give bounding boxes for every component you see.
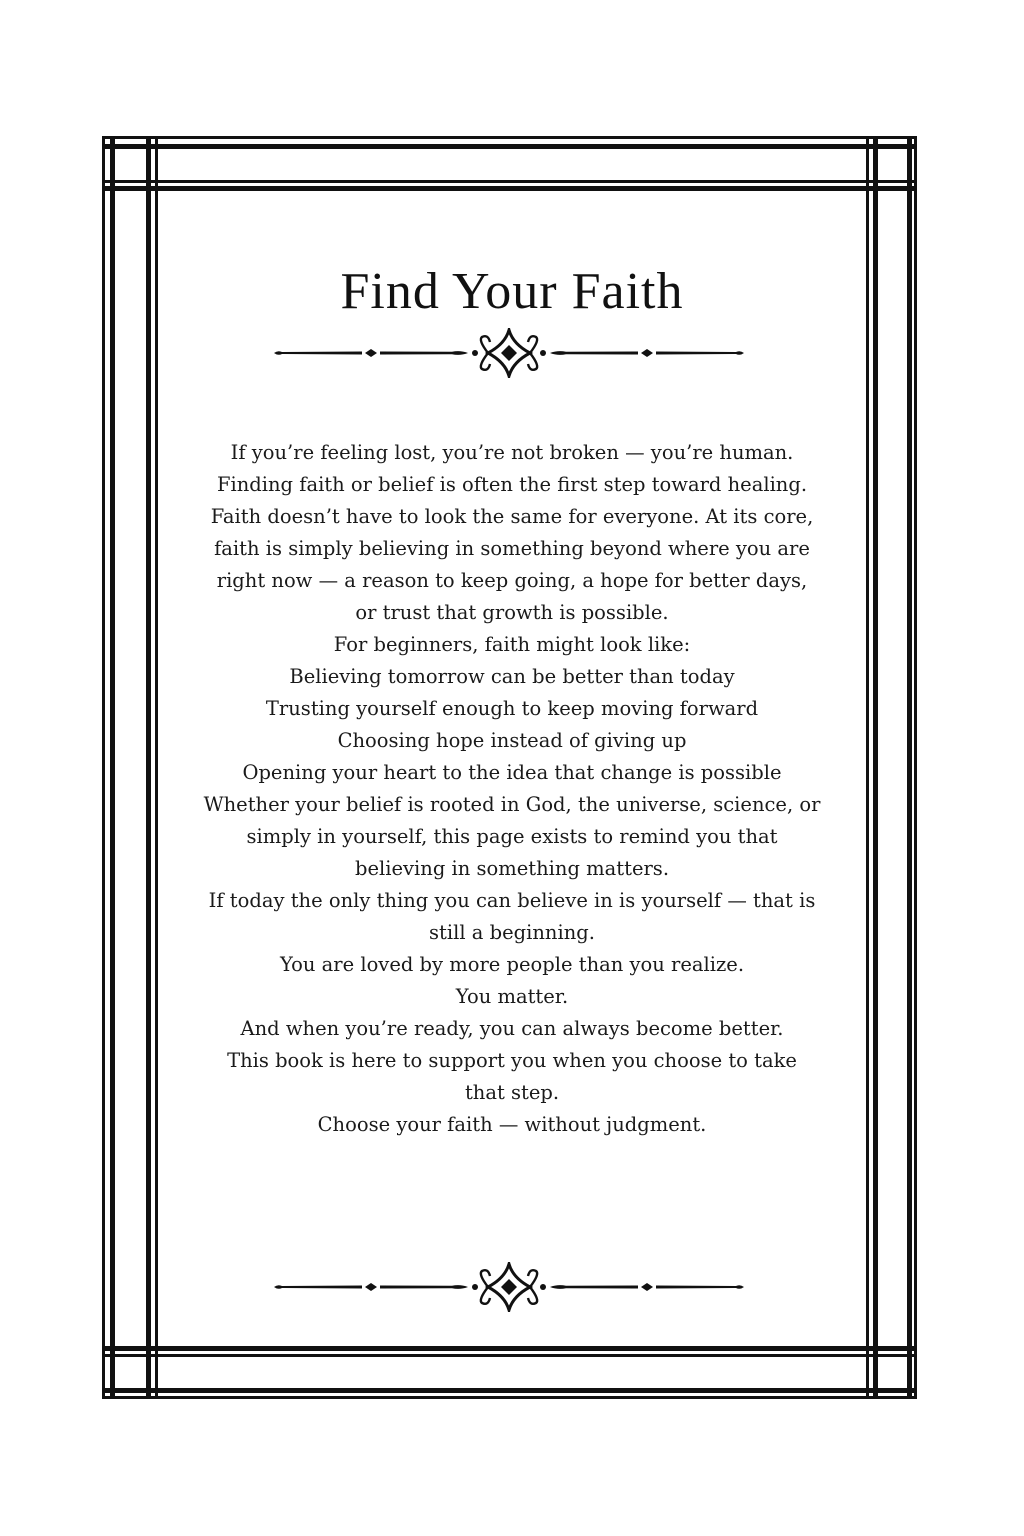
text-line: Whether your belief is rooted in God, the universe, science, or [203, 793, 821, 816]
flourish-divider-icon [272, 328, 746, 378]
text-line: Opening your heart to the idea that change is possible [242, 761, 782, 784]
text-line: If today the only thing you can believe in is yourself — that is [208, 889, 816, 912]
text-line: Choosing hope instead of giving up [337, 729, 687, 752]
text-line: Choose your faith — without judgment. [317, 1113, 707, 1136]
text-line: This book is here to support you when you choose to take [227, 1049, 797, 1072]
text-line: For beginners, faith might look like: [333, 633, 691, 656]
text-line: or trust that growth is possible. [355, 601, 669, 624]
text-line: simply in yourself, this page exists to remind you that [246, 825, 778, 848]
flourish-divider-icon [272, 1262, 746, 1312]
text-line: Trusting yourself enough to keep moving forward [265, 697, 759, 720]
text-line: You matter. [455, 985, 569, 1008]
text-line: You are loved by more people than you realize. [279, 953, 745, 976]
text-line: And when you’re ready, you can always become better. [240, 1017, 784, 1040]
text-line: believing in something matters. [354, 857, 670, 880]
text-line: Finding faith or belief is often the first step toward healing. [216, 473, 808, 496]
text-line: right now — a reason to keep going, a hope for better days, [216, 569, 808, 592]
text-line: If you’re feeling lost, you’re not broken — you’re human. [230, 441, 794, 464]
text-line: Believing tomorrow can be better than today [289, 665, 735, 688]
text-line: that step. [464, 1081, 560, 1104]
text-line: Faith doesn’t have to look the same for everyone. At its core, [210, 505, 814, 528]
body-text [172, 437, 852, 1141]
text-line: still a beginning. [429, 921, 595, 944]
page-title: Find Your Faith [340, 263, 684, 320]
text-line: faith is simply believing in something beyond where you are [214, 537, 810, 560]
